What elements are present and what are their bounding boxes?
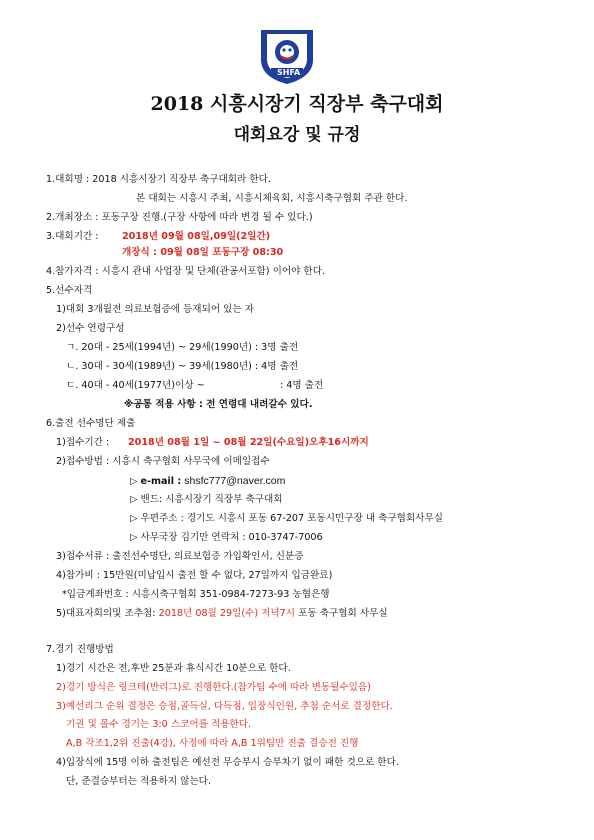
section-7-item-2: 2)경기 방식은 링크테(반리그)로 진행한다.(참가팀 수에 따라 변동될수있음) [56, 682, 371, 693]
email-address[interactable]: shsfc777@naver.com [184, 475, 286, 487]
age-group-30s: ㄴ. 30대 - 30세(1989년) ~ 39세(1980년) : 4명 출전 [66, 361, 299, 372]
section-2-venue: 2.개최장소 : 포동구장 진행.(구장 사항에 따라 변경 될 수 있다.) [46, 212, 313, 223]
logo [255, 26, 319, 84]
section-1-event-name: 1.대회명 : 2018 시흥시장기 직장부 축구대회라 한다. [46, 174, 271, 185]
band-info: 밴드: 시흥시장기 직장부 축구대회 [140, 494, 283, 505]
section-4-eligibility: 4.참가자격 : 시흥시 관내 사업장 및 단체(관공서포함) 이어야 한다. [46, 266, 326, 277]
common-rule-note: ※공통 적용 사항 : 전 연령대 내려갈수 있다. [124, 399, 313, 410]
section-1-organizer: 본 대회는 시흥시 주최, 시흥시체육회, 시흥시축구협회 주관 한다. [136, 193, 408, 204]
forfeit-rule: 기권 및 몰수 경기는 3:0 스코어를 적용한다. [66, 719, 252, 730]
bank-account: *입금계좌번호 : 시흥시축구협회 351-0984-7273-93 농협은행 [62, 589, 330, 600]
section-6-heading: 6.출전 선수명단 제출 [46, 418, 136, 429]
section-6-method: 2)접수방법 : 시흥시 축구협회 사무국에 이메일접수 [56, 456, 270, 467]
arrow-right-icon: ▷ [130, 513, 138, 524]
age-group-40s: ㄷ. 40대 - 40세(1977년)이상 ~ [66, 380, 205, 391]
section-6-period-dates: 2018년 08월 1일 ~ 08월 22일(수요일)오후16시까지 [128, 437, 369, 448]
section-7-item-4: 4)입장식에 15명 이하 출전팀은 예선전 무승부시 승부차기 없이 패한 것으로 한다. [56, 757, 399, 768]
document-subtitle: 대회요강 및 규정 [233, 125, 361, 145]
section-6-period-label: 1)접수기간 : [56, 437, 110, 448]
section-3-opening-ceremony: 개장식 : 09월 08일 포동구장 08:30 [122, 247, 284, 258]
section-3-period-dates: 2018년 09월 08일,09일(2일간) [122, 231, 271, 242]
contact-phone: 사무국장 김기만 연락처 : 010-3747-7006 [140, 532, 323, 543]
advancement-rule: A,B 각조1,2위 진출(4강), 사정에 따라 A,B 1위팀만 진출 결승전 진행 [66, 738, 359, 749]
arrow-right-icon: ▷ [130, 476, 138, 487]
section-5-heading: 5.선수자격 [46, 285, 93, 296]
section-6-fee: 4)참가비 : 15만원(미납입시 출전 할 수 없다, 27일까지 입금완료) [56, 570, 333, 581]
contact-row [130, 532, 323, 544]
section-5-item-1: 1)대회 3개월전 의료보험증에 등재되어 있는 자 [56, 304, 255, 315]
meeting-row [56, 608, 388, 620]
section-7-heading: 7.경기 진행방법 [46, 644, 114, 655]
arrow-right-icon: ▷ [130, 494, 138, 505]
logo-text: SHFA [277, 68, 301, 77]
age-group-20s: ㄱ. 20대 - 25세(1994년) ~ 29세(1990년) : 3명 출전 [66, 342, 299, 353]
section-3-period-label: 3.대회기간 : [46, 231, 99, 242]
age-group-40s-count: : 4명 출전 [280, 380, 324, 391]
document-title: 2018 시흥시장기 직장부 축구대회 [150, 93, 444, 115]
meeting-label: 5)대표자회의및 조추첨: [56, 608, 156, 619]
meeting-place: 포동 축구협회 사무실 [298, 608, 388, 619]
arrow-right-icon: ▷ [130, 532, 138, 543]
semifinal-exception: 단, 준결승부터는 적용하지 않는다. [66, 776, 211, 787]
section-7-item-1: 1)경기 시간은 전,후반 25분과 휴식시간 10분으로 한다. [56, 663, 291, 674]
section-5-item-2: 2)선수 연령구성 [56, 323, 125, 334]
section-6-documents: 3)접수서류 : 출전선수명단, 의료보험증 가입확인서, 신분증 [56, 551, 304, 562]
meeting-datetime: 2018년 08월 29일(수) 저녁7시 [158, 608, 296, 619]
band-row [130, 494, 283, 506]
email-label: e-mail : [140, 476, 182, 487]
section-7-item-3: 3)예선리그 순위 결정은 승점,골득실, 다득점, 입장식인원, 추첨 순서로 결정한다. [56, 701, 393, 712]
postal-row [130, 513, 443, 525]
postal-address: 우편주소 : 경기도 시흥시 포동 67-207 포동시민구장 내 축구협회사무실 [140, 513, 444, 524]
email-row [130, 475, 285, 488]
